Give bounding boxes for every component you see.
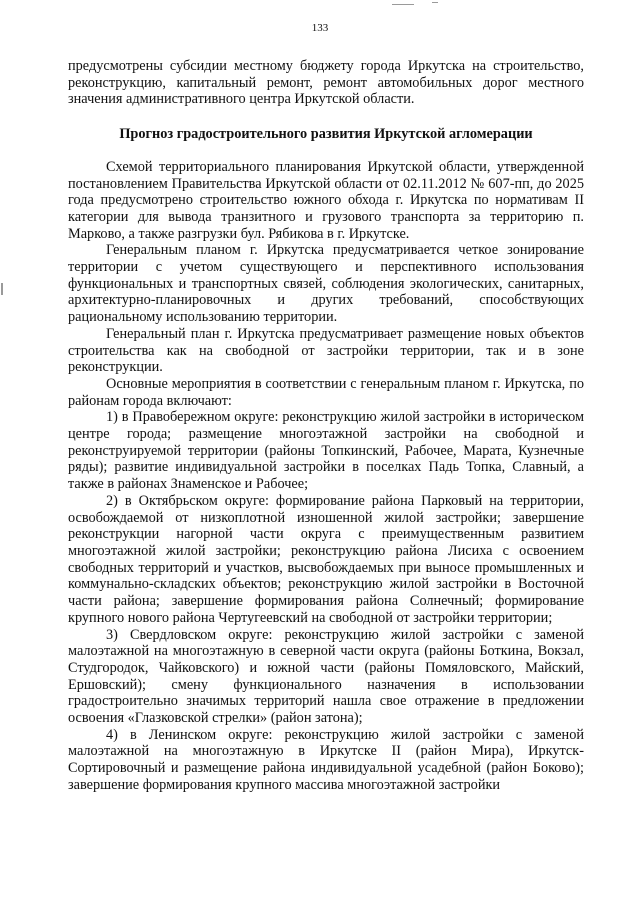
paragraph: Схемой территориального планирования Иркутской области, утвержденной постановлением Правительства Иркутской области от 02.11.2012 № 607-пп, до 2025 года предусмотрено строительство южного обхода г. Иркутска по нормативам II категории для вывода транзитного и грузового транспорта за территорию п. Марково, а также разгрузки бул. Рябикова в г. Иркутске. xyxy=(68,158,584,242)
list-item-pravoberezhny: 1) в Правобережном округе: реконструкцию жилой застройки в историческом центре города; размещение многоэтажной застройки на свободной и реконструируемой территории (районы Топкинский, Рабочее, Марата, Кузнечные ряды); развитие индивидуальной застройки в поселках Падь Топка, Славный, а также в районах Знаменское и Рабочее; xyxy=(68,409,584,493)
scan-artifact xyxy=(392,4,414,5)
paragraph: Основные мероприятия в соответствии с генеральным планом г. Иркутска, по районам города включают: xyxy=(68,375,584,409)
paragraph: Генеральным планом г. Иркутска предусматривается четкое зонирование территории с учетом существующего и перспективного использования функциональных и транспортных связей, соблюдения экологических, санитарных, архитектурно-планировочных и других требований, способствующих рациональному использованию территории. xyxy=(68,242,584,326)
list-item-oktyabrsky: 2) в Октябрьском округе: формирование района Парковый на территории, освобождаемой от низкоплотной изношенной жилой застройки; завершение реконструкции нагорной части округа с преимущественным развитием многоэтажной жилой застройки; реконструкцию района Лисиха с освоением свободных территорий и участков, высвобождаемых при выносе промышленных и коммунально-складских объектов; реконструкцию жилой застройки в Восточной части района; завершение формирования района Солнечный; формирование крупного нового района Чертугеевский на свободной от застройки территории; xyxy=(68,492,584,626)
paragraph: Генеральный план г. Иркутска предусматривает размещение новых объектов строительства как на свободной от застройки территории, так и в зоне реконструкции. xyxy=(68,325,584,376)
scan-artifact xyxy=(432,2,438,3)
section-heading: Прогноз градостроительного развития Иркутской агломерации xyxy=(119,126,533,143)
intro-paragraph: предусмотрены субсидии местному бюджету города Иркутска на строительство, реконструкцию, капитальный ремонт, ремонт автомобильных дорог местного значения административного центра Иркутской области. xyxy=(68,58,584,108)
page-number: 133 xyxy=(311,22,329,34)
document-body xyxy=(68,58,584,794)
list-item-leninsky: 4) в Ленинском округе: реконструкцию жилой застройки с заменой малоэтажной на многоэтажную в Иркутске II (район Мира), Иркутск-Сортировочный и размещение района индивидуальной усадебной (район Боково); завершение формирования крупного массива многоэтажной застройки xyxy=(68,726,584,793)
scan-artifact xyxy=(1,283,3,295)
list-item-sverdlovsky: 3) Свердловском округе: реконструкцию жилой застройки с заменой малоэтажной на многоэтажную в северной части округа (районы Боткина, Вокзал, Студгородок, Чайковского) и южной части (районы Помяловского, Майский, Ершовский); смену функционального назначения в использовании градостроительно значимых территорий нашла свое отражение в предложении освоения «Глазковской стрелки» (район затона); xyxy=(68,626,584,727)
